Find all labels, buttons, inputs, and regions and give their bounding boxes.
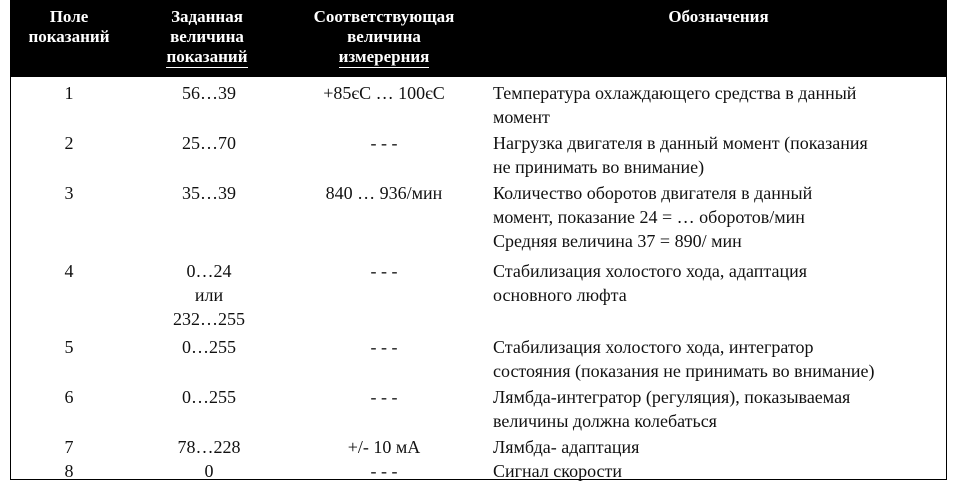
header-designation: Обозначения <box>668 7 769 26</box>
cell-set-value-line: 0…24 <box>186 261 232 281</box>
cell-set-value-line: 0…255 <box>182 387 236 407</box>
cell-description-line: Количество оборотов двигателя в данный <box>493 183 813 203</box>
cell-description <box>493 131 945 179</box>
header-field-line: Поле <box>49 7 89 26</box>
cell-field: 5 <box>64 337 74 357</box>
header-measure-line: величина <box>347 27 421 46</box>
cell-set-value-line: 0…255 <box>182 337 236 357</box>
header-measure-line: измерерния <box>338 47 430 66</box>
cell-set-value-line: 25…70 <box>182 133 236 153</box>
cell-field: 7 <box>64 437 74 457</box>
table-header <box>11 1 946 77</box>
cell-field: 4 <box>64 261 74 281</box>
cell-field: 1 <box>64 83 74 103</box>
cell-set-value <box>149 131 269 155</box>
cell-field: 3 <box>64 183 74 203</box>
cell-measure: +85єС … 100єС <box>323 83 445 103</box>
header-field <box>11 7 127 47</box>
cell-description-line: Средняя величина 37 = 890/ мин <box>493 231 742 251</box>
cell-description-line: Нагрузка двигателя в данный момент (показания <box>493 133 868 153</box>
cell-measure: - - - <box>370 337 398 357</box>
cell-set-value <box>149 181 269 205</box>
cell-description <box>493 459 945 483</box>
cell-description-line: основного люфта <box>493 285 627 305</box>
cell-description-line: Стабилизация холостого хода, интегратор <box>493 337 814 357</box>
cell-set-value-line: или <box>194 285 224 305</box>
cell-description <box>493 385 945 433</box>
cell-description-line: Стабилизация холостого хода, адаптация <box>493 261 808 281</box>
header-set-value-line: показаний <box>166 47 248 66</box>
cell-description-line: Лямбда- адаптация <box>493 437 640 457</box>
header-field-line: показаний <box>28 27 110 46</box>
cell-field: 2 <box>64 133 74 153</box>
cell-description-line: величины должна колебаться <box>493 411 717 431</box>
header-set-value-line: величина <box>170 27 244 46</box>
cell-set-value <box>149 335 269 359</box>
cell-description-line: момент, показание 24 = … оборотов/мин <box>493 207 805 227</box>
cell-description-line: Лямбда-интегратор (регуляция), показываемая <box>493 387 851 407</box>
cell-set-value-line: 232…255 <box>173 309 245 329</box>
cell-set-value <box>149 81 269 105</box>
cell-set-value-line: 78…228 <box>177 437 241 457</box>
cell-field: 8 <box>64 461 74 481</box>
cell-description-line: не принимать во внимание) <box>493 157 705 177</box>
cell-measure: - - - <box>370 387 398 407</box>
cell-description-line: Температура охлаждающего средства в данный <box>493 83 857 103</box>
cell-description-line: момент <box>493 107 550 127</box>
cell-description <box>493 81 945 129</box>
cell-set-value <box>149 459 269 483</box>
cell-description-line: состояния (показания не принимать во внимание) <box>493 361 875 381</box>
cell-measure: - - - <box>370 261 398 281</box>
header-measure <box>283 7 485 68</box>
header-set-value <box>149 7 265 68</box>
header-measure-line: Соответствующая <box>313 7 455 26</box>
readings-table <box>10 0 947 480</box>
cell-set-value-line: 0 <box>204 461 214 481</box>
cell-description <box>493 435 945 459</box>
cell-description <box>493 259 945 307</box>
cell-measure: +/- 10 мА <box>347 437 421 457</box>
cell-measure: - - - <box>370 461 398 481</box>
cell-description-line: Сигнал скорости <box>493 461 623 481</box>
cell-description <box>493 181 945 253</box>
cell-description <box>493 335 945 383</box>
cell-field: 6 <box>64 387 74 407</box>
header-set-value-line: Заданная <box>171 7 243 26</box>
cell-measure: 840 … 936/мин <box>325 183 443 203</box>
cell-set-value <box>149 259 269 331</box>
cell-measure: - - - <box>370 133 398 153</box>
cell-set-value <box>149 435 269 459</box>
cell-set-value-line: 35…39 <box>182 183 236 203</box>
cell-set-value <box>149 385 269 409</box>
cell-set-value-line: 56…39 <box>182 83 236 103</box>
